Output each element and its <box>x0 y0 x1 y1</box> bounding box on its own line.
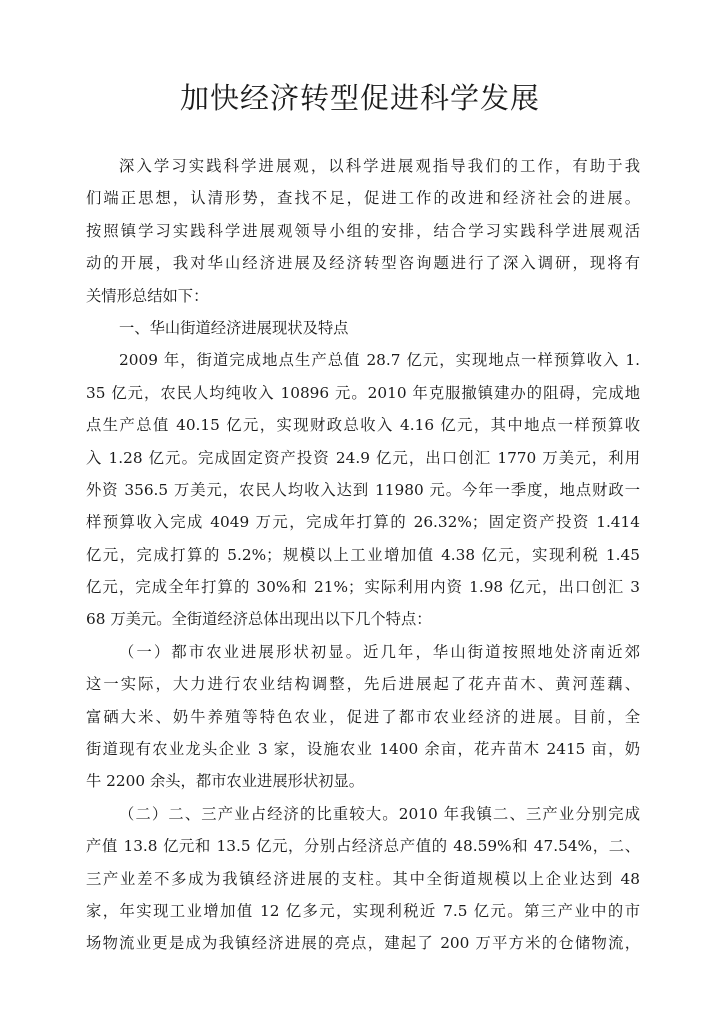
text-line: 家，年实现工业增加值 12 亿多元，实现利税近 7.5 亿元。第三产业中的市 <box>86 901 640 920</box>
text-line: 深入学习实践科学进展观，以科学进展观指导我们的工作，有助于我 <box>119 157 640 175</box>
section-heading: 一、华山街道经济进展现状及特点 <box>119 318 349 337</box>
text-line: 场物流业更是成为我镇经济进展的亮点，建起了 200 万平方米的仓储物流， <box>86 934 640 953</box>
text-line: 入 1.28 亿元。完成固定资产投资 24.9 亿元，出口创汇 1770 万美元，利用 <box>86 448 640 467</box>
document-title: 加快经济转型促进科学发展 <box>179 81 540 115</box>
text-line: 亿元，完成全年打算的 30%和 21%；实际利用内资 1.98 亿元，出口创汇 3 <box>86 578 640 597</box>
text-line: 街道现有农业龙头企业 3 家，设施农业 1400 余亩，花卉苗木 2415 亩，奶 <box>86 740 640 759</box>
text-line: 点生产总值 40.15 亿元，实现财政总收入 4.16 亿元，其中地点一样预算收 <box>86 416 640 435</box>
text-line: 们端正思想，认清形势，查找不足，促进工作的改进和经济社会的进展。 <box>86 189 640 208</box>
text-line: 关情形总结如下： <box>86 286 209 305</box>
subsection-line: （二）二、三产业占经济的比重较大。2010 年我镇二、三产业分别完成 <box>119 804 640 823</box>
text-line: 35 亿元，农民人均纯收入 10896 元。2010 年克服撤镇建办的阻碍，完成地 <box>86 383 640 402</box>
text-line: 三产业差不多成为我镇经济进展的支柱。其中全街道规模以上企业达到 48 <box>86 869 640 888</box>
subsection-line: （一）都市农业进展形状初显。近几年，华山街道按照地处济南近郊 <box>119 642 640 661</box>
text-line: 产值 13.8 亿元和 13.5 亿元，分别占经济总产值的 48.59%和 47.54%，二、 <box>86 837 640 856</box>
text-line: 亿元，完成打算的 5.2%；规模以上工业增加值 4.38 亿元，实现利税 1.45 <box>86 545 640 564</box>
text-line: 样预算收入完成 4049 万元，完成年打算的 26.32%；固定资产投资 1.414 <box>86 513 640 532</box>
document-body <box>86 150 640 960</box>
text-line: 68 万美元。全街道经济总体出现出以下几个特点： <box>86 610 432 629</box>
text-line: 这一实际，大力进行农业结构调整，先后进展起了花卉苗木、黄河莲藕、 <box>86 675 640 694</box>
text-line: 牛 2200 余头，都市农业进展形状初显。 <box>86 772 365 791</box>
text-line: 富硒大米、奶牛养殖等特色农业，促进了都市农业经济的进展。目前，全 <box>86 707 640 726</box>
text-line: 动的开展，我对华山经济进展及经济转型咨询题进行了深入调研，现将有 <box>86 254 640 273</box>
text-line: 按照镇学习实践科学进展观领导小组的安排，结合学习实践科学进展观活 <box>86 221 640 240</box>
text-line: 外资 356.5 万美元，农民人均收入达到 11980 元。今年一季度，地点财政一 <box>86 480 640 499</box>
text-line: 2009 年，街道完成地点生产总值 28.7 亿元，实现地点一样预算收入 1. <box>119 351 640 370</box>
